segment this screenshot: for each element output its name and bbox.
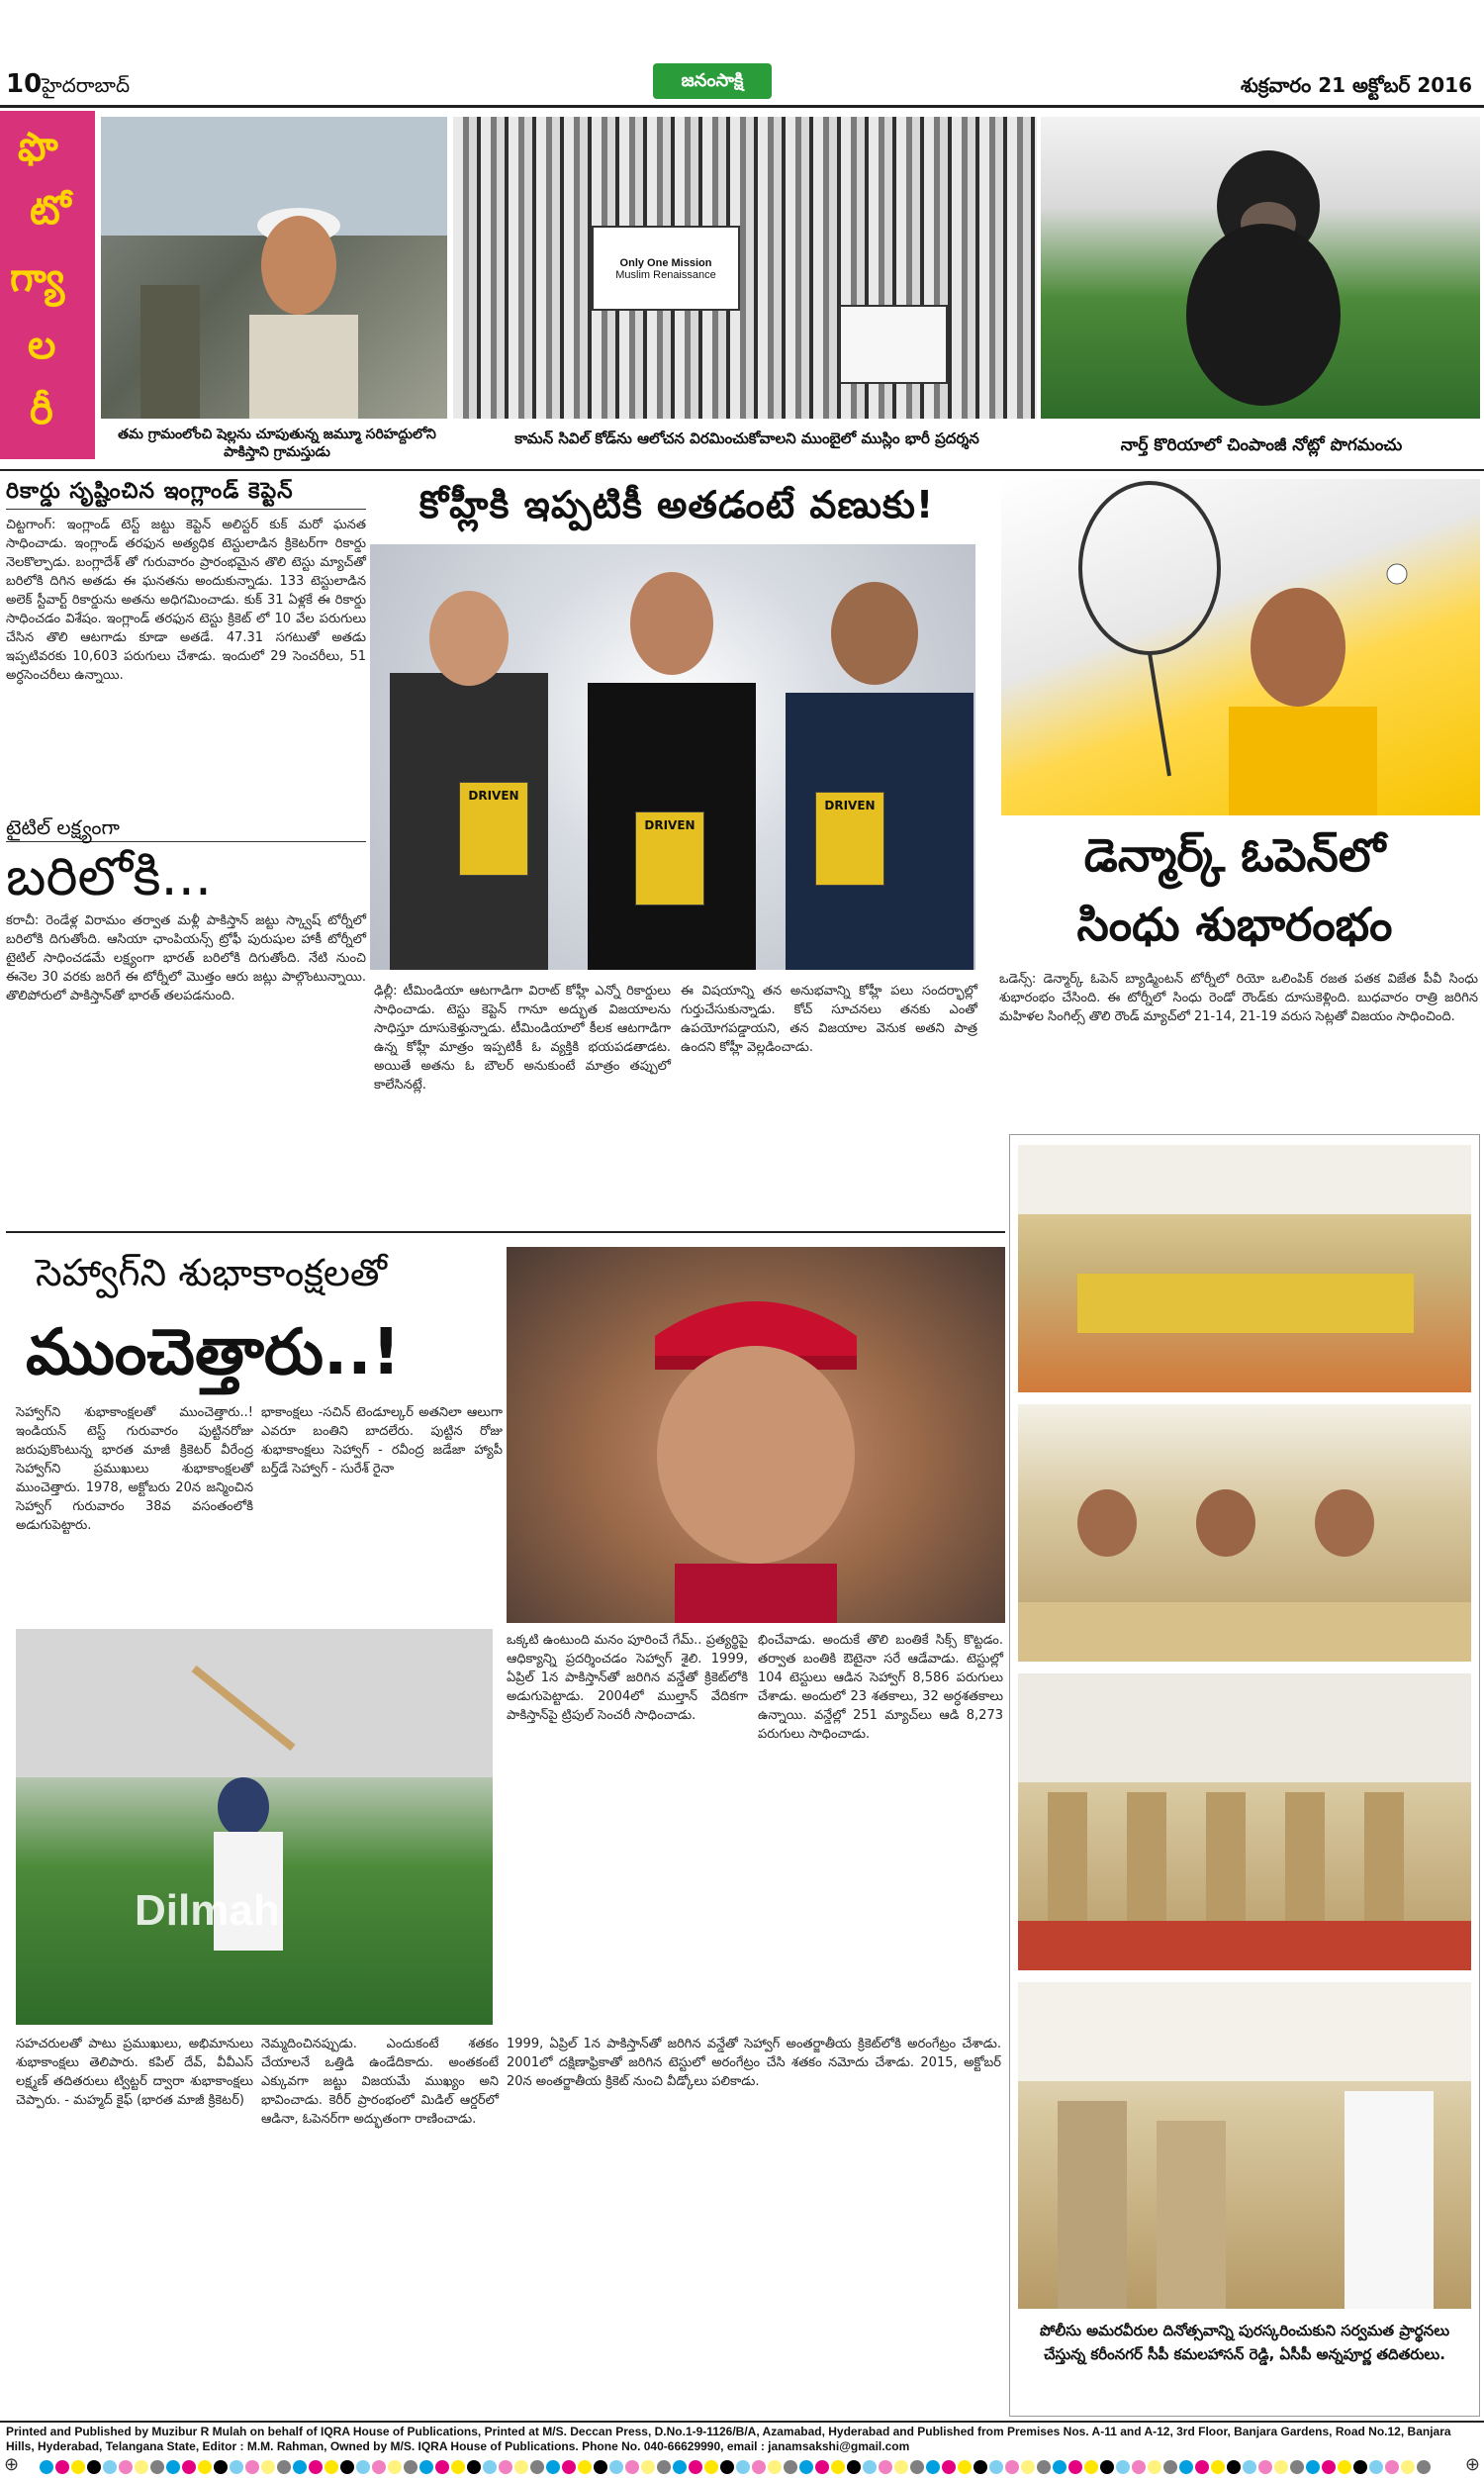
color-swatch (103, 2460, 117, 2474)
page-number: 10 (6, 69, 43, 99)
chimpanzee-illustration (1041, 117, 1480, 419)
sindhu-body: ఒడెన్స్: డెన్మార్క్ ఓపెన్ బ్యాడ్మింటన్ టోర్నీలో రియో ఒలింపిక్ రజత పతక విజేత పీవీ సింధు శుభారంభం చేసింది. ఈ టోర్నీలో సింధు రెండో రౌండ్‌కు దూసుకెళ్లింది. బుధవారం రాత్రి జరిగిన మహిళల సింగిల్స్ తొలి రౌండ్ మ్యాచ్‌లో 21-14, 21-19 వరుస సెట్లతో విజయం సాధించింది. (999, 972, 1478, 1024)
color-swatch (325, 2460, 338, 2474)
color-swatch (87, 2460, 101, 2474)
story-title-target (6, 813, 366, 1229)
color-swatch (1243, 2460, 1256, 2474)
color-swatch (514, 2460, 528, 2474)
color-swatch (1100, 2460, 1114, 2474)
england-headline: రికార్డు సృష్టించిన ఇంగ్లాండ్ కెప్టెన్ (6, 475, 366, 510)
color-swatch (1417, 2460, 1431, 2474)
color-swatch (942, 2460, 956, 2474)
color-swatch (625, 2460, 639, 2474)
rally-banner-line: Muslim Renaissance (615, 269, 716, 281)
color-swatch (1005, 2460, 1019, 2474)
gallery-label-char: టో (30, 188, 71, 234)
photo-pakistani-villager (101, 117, 447, 419)
color-swatch (1053, 2460, 1067, 2474)
footer-imprint: Printed and Published by Muzibur R Mulah on behalf of IQRA House of Publications, Printed at M/S. Deccan Press, D.No.1-9-1126/B/A, Azamabad, Hyderabad and Published from Premises Nos. A-11 and A-12, 3rd Floor, Banjara Gardens, Road No.12, Banjara Hills, Hyderabad, Telangana State, Editor : M.M. Rahman, Owned by M/S. IQRA House of Publications. Phone No. 040-66629990, email : janamsakshi@gmail.com (6, 2425, 1451, 2453)
gallery-caption-3: నార్త్ కొరియాలో చింపాంజీ నోట్లో పొగమంచు (1120, 435, 1403, 455)
photo-police-standing (1018, 1673, 1471, 1970)
book-cover-1 (459, 782, 528, 876)
color-swatch (815, 2460, 829, 2474)
color-swatch (784, 2460, 797, 2474)
color-swatch (689, 2460, 702, 2474)
footer-rule (0, 2421, 1484, 2423)
color-swatch (166, 2460, 180, 2474)
color-swatch (1338, 2460, 1351, 2474)
color-swatch (419, 2460, 433, 2474)
photo-sehwag-portrait (507, 1247, 1005, 1623)
sehwag-col3: ఒక్కటి ఉంటుంది మనం పూరించే గేమ్.. ప్రత్యర్థిపై ఆధిక్యాన్ని ప్రదర్శించడం సెహ్వాగ్ శైలి. 1999, ఏప్రిల్ 1న పాకిస్తాన్‌తో జరిగిన వన్డేతో క్రికెట్‌లోకి అడుగుపెట్టాడు. 2004లో ముల్తాన్ వేదికగా పాకిస్తాన్‌పై ట్రిపుల్ సెంచరీ సాధించాడు. (507, 1633, 748, 1723)
villager-illustration (101, 117, 447, 419)
color-swatch (55, 2460, 69, 2474)
color-swatch (1290, 2460, 1304, 2474)
color-swatch (467, 2460, 481, 2474)
color-swatch (309, 2460, 323, 2474)
rally-placard (839, 305, 948, 384)
color-swatch (894, 2460, 908, 2474)
gallery-label-char: ఫొ (18, 125, 58, 170)
paper-name: జనంసాక్షి (681, 70, 744, 91)
color-swatch (293, 2460, 307, 2474)
registration-mark-icon: ⊕ (1464, 2454, 1480, 2475)
color-swatch (404, 2460, 417, 2474)
color-swatch (704, 2460, 718, 2474)
issue-date: శుక్రవారం 21 అక్టోబర్ 2016 (1240, 73, 1472, 97)
church-prayer-illustration (1018, 1982, 1471, 2309)
color-bar-swatches (40, 2459, 1444, 2478)
sehwag-col6: నెమ్మదించినప్పుడు. ఎందుకంటే శతకం చేయాలనే ఒత్తిడి ఉండేదికాదు. అంతకంటే ఎక్కువగా జట్టు విజయమే ముఖ్యం అని భావించాడు. కెరీర్ ప్రారంభంలో మిడిల్ ఆర్డర్‌లో ఆడినా, ఓపెనర్‌గా అద్భుతంగా రాణించాడు. (261, 2037, 499, 2127)
sehwag-headline-2: ముంచెత్తారు..! (26, 1316, 401, 1389)
color-swatch (657, 2460, 671, 2474)
batting-illustration (16, 1629, 493, 2025)
color-swatch (720, 2460, 734, 2474)
gallery-label-char: రీ (30, 388, 53, 433)
color-swatch (958, 2460, 972, 2474)
color-swatch (974, 2460, 987, 2474)
color-swatch (1353, 2460, 1367, 2474)
sehwag-col4: భించేవాడు. అందుకే తొలి బంతికే సిక్స్ కొట్టడం. తర్వాత బంతికి ఔటైనా సరే ఆడేవాడు. టెస్టుల్లో 104 టెస్టులు ఆడిన సెహ్వాగ్ 8,586 పరుగులు చేశాడు. అందులో 23 శతకాలు, 32 అర్ధశతకాలు ఉన్నాయి. వన్డేల్లో 251 మ్యాచ్‌లు ఆడి 8,273 పరుగులు సాధించాడు. (758, 1633, 1003, 1742)
color-swatch (1132, 2460, 1146, 2474)
color-swatch (1258, 2460, 1272, 2474)
registration-mark-icon: ⊕ (4, 2454, 20, 2475)
sehwag-portrait-illustration (507, 1247, 1005, 1623)
color-swatch (1179, 2460, 1193, 2474)
kohli-body-col2: ఈ విషయాన్ని తన అనుభవాన్ని కోహ్లీ పలు సందర్భాల్లో గుర్తుచేసుకున్నాడు. కోచ్ సూచనలు తనకు ఎంతో ఉపయోగపడ్డాయని, తన విజయాల వెనుక అతని పాత్ర ఉందని కోహ్లీ వెల్లడించాడు. (681, 984, 977, 1055)
color-swatch (261, 2460, 275, 2474)
book-launch-illustration (370, 544, 975, 970)
rally-banner-line: Only One Mission (619, 257, 712, 269)
title-target-headline: బరిలోకి... (6, 845, 213, 907)
police-caption: పోలీసు అమరవీరుల దినోత్సవాన్ని పురస్కరించుకుని సర్వమత ప్రార్థనలు చేస్తున్న కరీంనగర్ సీపీ కమలహాసన్ రెడ్డి, ఏసీపీ అన్నపూర్ణ తదితరులు. (1039, 2322, 1450, 2363)
kohli-headline: కోహ్లీకి ఇప్పటికీ అతడంటే వణుకు! (418, 483, 935, 526)
gallery-label-char: గ్యా (10, 255, 65, 301)
color-swatch (863, 2460, 877, 2474)
color-swatch (989, 2460, 1003, 2474)
story-sehwag (6, 1237, 1005, 2415)
title-target-kicker: టైటిల్ లక్ష్యంగా (6, 813, 366, 842)
photo-mumbai-rally (453, 117, 1037, 419)
gallery-caption-2: కామన్ సివిల్ కోడ్‌ను ఆలోచన విరమించుకోవాలని ముంబైలో ముస్లిం భారీ ప్రదర్శన (514, 429, 979, 447)
color-swatch (119, 2460, 133, 2474)
color-swatch (1116, 2460, 1130, 2474)
color-swatch (372, 2460, 386, 2474)
color-swatch (910, 2460, 924, 2474)
color-swatch (1037, 2460, 1051, 2474)
gurudwara-illustration (1018, 1145, 1471, 1392)
photo-gallery (0, 111, 1484, 467)
color-swatch (483, 2460, 497, 2474)
color-swatch (752, 2460, 766, 2474)
story-sindhu (989, 475, 1480, 1188)
color-swatch (673, 2460, 687, 2474)
color-swatch (1322, 2460, 1336, 2474)
masthead (0, 59, 1484, 105)
sehwag-col7: 1999, ఏప్రిల్ 1న పాకిస్తాన్‌తో జరిగిన వన్డేతో సెహ్వాగ్ అంతర్జాతీయ క్రికెట్‌లోకి అరంగేట్రం చేశాడు. 2001లో దక్షిణాఫ్రికాతో జరిగిన టెస్టులో అరంగేట్రం చేసి శతకం నమోదు చేశాడు. 2015, అక్టోబర్ 20న అంతర్జాతీయ క్రికెట్ నుంచి వీడ్కోలు పలికాడు. (507, 2037, 1001, 2089)
color-swatch (356, 2460, 370, 2474)
photo-sehwag-batting (16, 1629, 493, 2025)
book-cover-3 (815, 792, 884, 886)
sehwag-col5: సహచరులతో పాటు ప్రముఖులు, అభిమానులు శుభాకాంక్షలు తెలిపారు. కపిల్ దేవ్, వీవీఎస్ లక్ష్మణ్ తదితరులు ట్విట్టర్ ద్వారా శుభాకాంక్షలు చెప్పారు. - మహ్మద్ కైఫ్ (భారత మాజీ క్రికెటర్) (16, 2037, 253, 2108)
color-swatch (277, 2460, 291, 2474)
color-swatch (499, 2460, 512, 2474)
color-swatch (198, 2460, 212, 2474)
color-swatch (641, 2460, 655, 2474)
color-swatch (879, 2460, 892, 2474)
color-swatch (451, 2460, 465, 2474)
sindhu-illustration (1001, 479, 1480, 815)
color-swatch (799, 2460, 813, 2474)
paper-logo (653, 63, 772, 99)
title-target-body: కరాచీ: రెండేళ్ల విరామం తర్వాత మళ్లీ పాకిస్తాన్ జట్టు స్క్వాష్ టోర్నీలో బరిలోకి దిగుతోంది. ఆసియా ఛాంపియన్స్ ట్రోఫీ పురుషుల హాకీ టోర్నీలో టైటిల్ సాధించడమే లక్ష్యంగా భారత్ బరిలోకి దిగుతోంది. నేటి నుంచి ఈనెల 30 వరకు జరిగే ఈ టోర్నీలో మొత్తం ఆరు జట్లు పాల్గొంటున్నాయి. తొలిపోరులో పాకిస్తాన్‌తో భారత్ తలపడనుంది. (6, 913, 366, 1003)
story-england-captain (6, 475, 366, 811)
color-swatch (1306, 2460, 1320, 2474)
photo-sindhu (1001, 479, 1480, 815)
story-kohli (370, 475, 983, 1227)
color-swatch (1401, 2460, 1415, 2474)
photo-police-sitting (1018, 1404, 1471, 1662)
color-swatch (1369, 2460, 1383, 2474)
color-swatch (1068, 2460, 1082, 2474)
masthead-rule (0, 105, 1484, 108)
color-swatch (1227, 2460, 1241, 2474)
sehwag-col2: భాకాంక్షలు -సచిన్ టెండూల్కర్ అతనిలా ఆలుగా ఎవరూ బంతిని బాదలేరు. పుట్టిన రోజు శుభాకాంక్షలు సెహ్వాగ్ - రవీంద్ర జడేజా హ్యాపీ బర్త్‌డే సెహ్వాగ్ - సురేశ్ రైనా (261, 1405, 503, 1477)
england-body: చిట్టగాంగ్: ఇంగ్లాండ్ టెస్ట్ జట్టు కెప్టెన్ అలిస్టర్ కుక్ మరో ఘనత సాధించాడు. ఇంగ్లాండ్ తరఫున అత్యధిక టెస్టులాడిన క్రికెటర్‌గా రికార్డు నెలకొల్పాడు. బంగ్లాదేశ్ తో గురువారం ప్రారంభమైన తొలి టెస్టు మ్యాచ్‌తో బరిలోకి దిగిన అతడు ఈ ఘనతను అందుకున్నాడు. 133 టెస్టులాడిన అలెక్ స్టీవార్ట్ రికార్డును అతను అధిగమించాడు. కుక్ 31 ఏళ్లకే ఈ రికార్డు సాధించడం విశేషం. ఇంగ్లాండ్ తరఫున టెస్టు క్రికెట్ లో 10 వేల పరుగులు చేసిన తొలి ఆటగాడు కూడా అతడే. 47.31 సగటుతో అతడు ఇప్పటివరకు 10,603 పరుగులు చేశాడు. ఇందులో 29 సెంచరీలు, 51 అర్ధసెంచరీలు ఉన్నాయి. (6, 518, 366, 683)
color-swatch (578, 2460, 592, 2474)
page-city: హైదరాబాద్ (42, 73, 131, 97)
batting-jersey-text: Dilmah (135, 1886, 280, 1935)
color-swatch (40, 2460, 53, 2474)
color-swatch (1148, 2460, 1161, 2474)
gallery-rule (0, 469, 1484, 471)
gallery-side-label (0, 111, 95, 459)
color-swatch (435, 2460, 449, 2474)
sehwag-headline-1: సెహ్వాగ్‌ని శుభాకాంక్షలతో (36, 1251, 387, 1294)
color-swatch (530, 2460, 544, 2474)
sehwag-col1: సెహ్వాగ్‌ని శుభాకాంక్షలతో ముంచెత్తారు..! ఇండియన్ టెస్ట్ గురువారం పుట్టినరోజు జరుపుకొంటున్న భారత మాజీ క్రికెటర్ వీరేంద్ర సెహ్వాగ్‌ని ప్రముఖులు శుభాకాంక్షలతో ముంచెత్తారు. 1978, అక్టోబరు 20న జన్మించిన సెహ్వాగ్ గురువారం 38వ వసంతంలోకి అడుగుపెట్టారు. (16, 1405, 253, 1533)
sindhu-headline-1: డెన్మార్క్ ఓపెన్‌లో (1083, 828, 1386, 882)
color-swatch (546, 2460, 560, 2474)
color-swatch (594, 2460, 607, 2474)
print-color-bar (0, 2454, 1484, 2475)
color-swatch (736, 2460, 750, 2474)
book-title: DRIVEN (824, 799, 876, 812)
photo-church-prayer (1018, 1982, 1471, 2309)
sindhu-headline-2: సింధు శుభారంభం (1076, 898, 1393, 951)
color-swatch (1021, 2460, 1035, 2474)
color-swatch (768, 2460, 782, 2474)
color-swatch (214, 2460, 228, 2474)
color-swatch (245, 2460, 259, 2474)
photo-kohli-book-launch (370, 544, 975, 970)
rally-banner (592, 226, 740, 311)
color-swatch (847, 2460, 861, 2474)
color-swatch (182, 2460, 196, 2474)
color-swatch (1385, 2460, 1399, 2474)
police-standing-illustration (1018, 1673, 1471, 1970)
color-swatch (926, 2460, 940, 2474)
photo-gurudwara-prayer (1018, 1145, 1471, 1392)
police-photo-stack (1009, 1134, 1480, 2417)
color-swatch (230, 2460, 243, 2474)
color-swatch (609, 2460, 623, 2474)
photo-chimpanzee (1041, 117, 1480, 419)
color-swatch (1274, 2460, 1288, 2474)
color-swatch (135, 2460, 148, 2474)
color-swatch (1084, 2460, 1098, 2474)
color-swatch (1211, 2460, 1225, 2474)
color-swatch (71, 2460, 85, 2474)
gallery-label-char: ల (28, 323, 56, 368)
police-sitting-illustration (1018, 1404, 1471, 1662)
book-title: DRIVEN (468, 789, 519, 803)
color-swatch (340, 2460, 354, 2474)
book-cover-2 (635, 811, 704, 905)
color-swatch (150, 2460, 164, 2474)
kohli-body-col1: ఢిల్లీ: టీమిండియా ఆటగాడిగా విరాట్ కోహ్లీ ఎన్నో రికార్డులు సాధించాడు. టెస్టు కెప్టెన్ గానూ అద్భుత విజయాలను సాధిస్తూ దూసుకెళ్తున్నాడు. టీమిండియాలో కీలక ఆటగాడిగా ఉన్న కోహ్లీ మాత్రం ఇప్పటికీ ఓ వ్యక్తికి భయపడతాడట. అయితే అతను ఓ బౌలర్ అనుకుంటే మాత్రం తప్పులో కాలేసినట్లే. (374, 984, 671, 1093)
color-swatch (562, 2460, 576, 2474)
color-swatch (388, 2460, 402, 2474)
sehwag-rule-top (6, 1231, 1005, 1233)
gallery-caption-1: తమ గ్రామంలోంచి షెల్లను చూపుతున్న జమ్మూ సరిహద్దులోని పాకిస్తాని గ్రామస్తుడు (118, 427, 436, 460)
color-swatch (1195, 2460, 1209, 2474)
color-swatch (831, 2460, 845, 2474)
book-title: DRIVEN (644, 818, 696, 832)
color-swatch (1163, 2460, 1177, 2474)
